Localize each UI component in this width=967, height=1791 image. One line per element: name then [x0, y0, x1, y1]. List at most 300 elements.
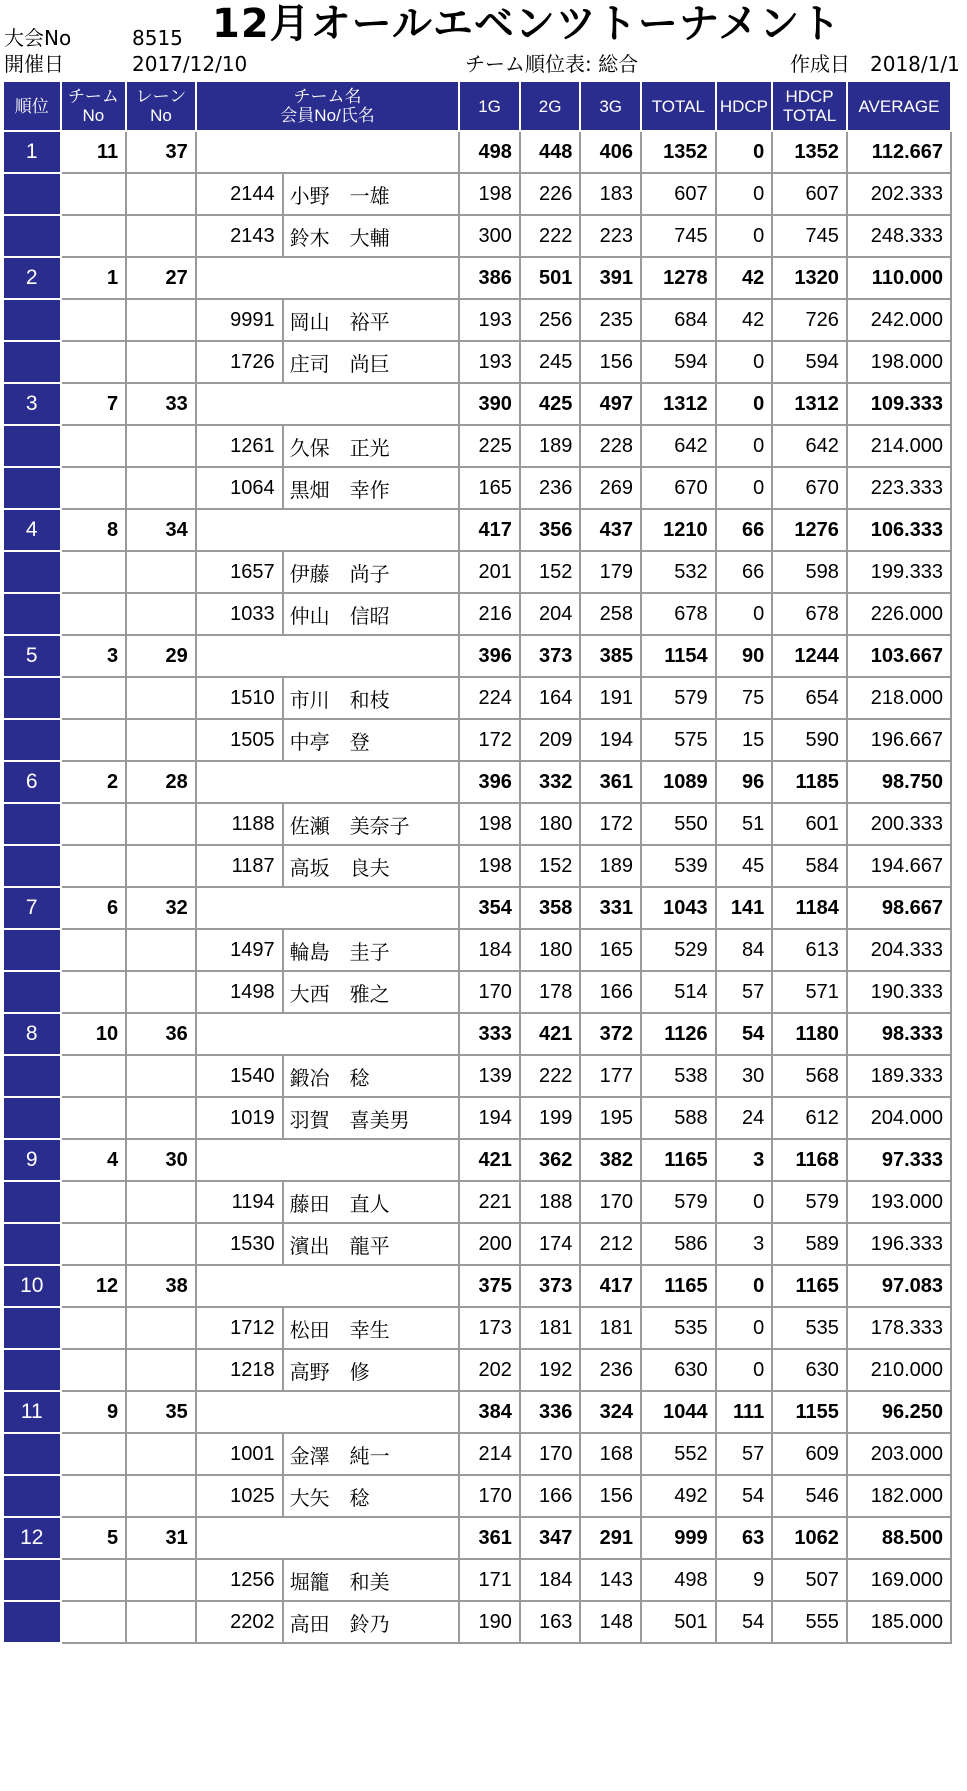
team-no-cell	[61, 929, 127, 971]
team-name-cell	[196, 131, 459, 173]
total-cell: 678	[641, 593, 716, 635]
hdcp-cell: 0	[716, 173, 773, 215]
hdcp-cell: 66	[716, 551, 773, 593]
col-game2: 2G	[520, 81, 581, 131]
game3-cell: 372	[580, 1013, 641, 1055]
game3-cell: 269	[580, 467, 641, 509]
member-name-cell: 小野 一雄	[283, 173, 460, 215]
team-row	[3, 1265, 951, 1307]
average-cell: 202.333	[847, 173, 951, 215]
team-no-cell	[61, 1433, 127, 1475]
game3-cell: 236	[580, 1349, 641, 1391]
hdcp-total-cell: 568	[772, 1055, 847, 1097]
total-cell: 670	[641, 467, 716, 509]
average-cell: 178.333	[847, 1307, 951, 1349]
hdcp-total-cell: 535	[772, 1307, 847, 1349]
member-name-cell: 高野 修	[283, 1349, 460, 1391]
team-no-cell	[61, 341, 127, 383]
game1-cell: 216	[459, 593, 520, 635]
member-no-cell: 1261	[196, 425, 283, 467]
rank-cell	[3, 341, 61, 383]
member-name-cell: 佐瀬 美奈子	[283, 803, 460, 845]
team-no-cell	[61, 1181, 127, 1223]
average-cell: 204.000	[847, 1097, 951, 1139]
rank-cell	[3, 425, 61, 467]
game3-cell: 324	[580, 1391, 641, 1433]
average-cell: 194.667	[847, 845, 951, 887]
member-name-cell: 輪島 圭子	[283, 929, 460, 971]
game1-cell: 198	[459, 803, 520, 845]
hdcp-cell: 0	[716, 1307, 773, 1349]
game2-cell: 188	[520, 1181, 581, 1223]
lane-no-cell	[126, 1601, 196, 1643]
hdcp-total-cell: 589	[772, 1223, 847, 1265]
lane-no-cell	[126, 1097, 196, 1139]
rank-cell	[3, 1559, 61, 1601]
team-no-cell: 8	[61, 509, 127, 551]
lane-no-cell	[126, 1349, 196, 1391]
member-row	[3, 1475, 951, 1517]
member-name-cell: 仲山 信昭	[283, 593, 460, 635]
col-average: AVERAGE	[847, 81, 951, 131]
game3-cell: 228	[580, 425, 641, 467]
average-cell: 185.000	[847, 1601, 951, 1643]
team-no-cell: 5	[61, 1517, 127, 1559]
member-row	[3, 1349, 951, 1391]
hdcp-total-cell: 670	[772, 467, 847, 509]
hdcp-cell: 42	[716, 299, 773, 341]
lane-no-cell	[126, 929, 196, 971]
game1-cell: 396	[459, 635, 520, 677]
game2-cell: 163	[520, 1601, 581, 1643]
member-no-cell: 2202	[196, 1601, 283, 1643]
hdcp-total-cell: 1244	[772, 635, 847, 677]
game1-cell: 375	[459, 1265, 520, 1307]
hdcp-total-cell: 1185	[772, 761, 847, 803]
game2-cell: 180	[520, 803, 581, 845]
rank-cell	[3, 1433, 61, 1475]
member-row	[3, 425, 951, 467]
game3-cell: 331	[580, 887, 641, 929]
hdcp-cell: 90	[716, 635, 773, 677]
average-cell: 169.000	[847, 1559, 951, 1601]
average-cell: 96.250	[847, 1391, 951, 1433]
member-name-cell: 黒畑 幸作	[283, 467, 460, 509]
hdcp-total-cell: 1276	[772, 509, 847, 551]
member-no-cell: 1256	[196, 1559, 283, 1601]
lane-no-cell: 34	[126, 509, 196, 551]
hdcp-cell: 42	[716, 257, 773, 299]
member-name-cell: 羽賀 喜美男	[283, 1097, 460, 1139]
member-no-cell: 1025	[196, 1475, 283, 1517]
col-team-no: チーム No	[61, 81, 127, 131]
total-cell: 535	[641, 1307, 716, 1349]
total-cell: 630	[641, 1349, 716, 1391]
rank-cell	[3, 1223, 61, 1265]
total-cell: 492	[641, 1475, 716, 1517]
team-row	[3, 887, 951, 929]
member-name-cell: 庄司 尚巨	[283, 341, 460, 383]
member-row	[3, 215, 951, 257]
game1-cell: 333	[459, 1013, 520, 1055]
game3-cell: 189	[580, 845, 641, 887]
lane-no-cell	[126, 1475, 196, 1517]
average-cell: 198.000	[847, 341, 951, 383]
member-row	[3, 845, 951, 887]
total-cell: 999	[641, 1517, 716, 1559]
hdcp-cell: 3	[716, 1139, 773, 1181]
game1-cell: 184	[459, 929, 520, 971]
hdcp-total-cell: 654	[772, 677, 847, 719]
game2-cell: 204	[520, 593, 581, 635]
team-row	[3, 257, 951, 299]
team-no-cell: 11	[61, 131, 127, 173]
hdcp-total-cell: 609	[772, 1433, 847, 1475]
event-date: 2017/12/10	[132, 52, 248, 76]
game3-cell: 223	[580, 215, 641, 257]
hdcp-cell: 3	[716, 1223, 773, 1265]
game3-cell: 235	[580, 299, 641, 341]
hdcp-cell: 0	[716, 425, 773, 467]
hdcp-total-cell: 678	[772, 593, 847, 635]
rank-cell	[3, 1601, 61, 1643]
lane-no-cell	[126, 551, 196, 593]
lane-no-cell	[126, 677, 196, 719]
hdcp-total-cell: 745	[772, 215, 847, 257]
hdcp-total-cell: 1062	[772, 1517, 847, 1559]
game2-cell: 222	[520, 1055, 581, 1097]
member-no-cell: 1001	[196, 1433, 283, 1475]
total-cell: 552	[641, 1433, 716, 1475]
team-no-cell	[61, 551, 127, 593]
game2-cell: 332	[520, 761, 581, 803]
game1-cell: 384	[459, 1391, 520, 1433]
game2-cell: 184	[520, 1559, 581, 1601]
total-cell: 607	[641, 173, 716, 215]
total-cell: 579	[641, 1181, 716, 1223]
game3-cell: 417	[580, 1265, 641, 1307]
lane-no-cell: 36	[126, 1013, 196, 1055]
average-cell: 199.333	[847, 551, 951, 593]
member-no-cell: 1064	[196, 467, 283, 509]
member-row	[3, 1601, 951, 1643]
hdcp-cell: 75	[716, 677, 773, 719]
team-no-cell	[61, 1349, 127, 1391]
hdcp-total-cell: 1155	[772, 1391, 847, 1433]
game3-cell: 437	[580, 509, 641, 551]
table-body	[3, 131, 951, 1643]
rank-cell: 12	[3, 1517, 61, 1559]
lane-no-cell	[126, 341, 196, 383]
member-no-cell: 1218	[196, 1349, 283, 1391]
team-name-cell	[196, 383, 459, 425]
total-cell: 1044	[641, 1391, 716, 1433]
member-no-cell: 1019	[196, 1097, 283, 1139]
hdcp-total-cell: 1320	[772, 257, 847, 299]
game3-cell: 166	[580, 971, 641, 1013]
lane-no-cell	[126, 845, 196, 887]
team-name-cell	[196, 761, 459, 803]
game1-cell: 198	[459, 173, 520, 215]
game2-cell: 256	[520, 299, 581, 341]
team-no-cell	[61, 425, 127, 467]
team-row	[3, 509, 951, 551]
col-total: TOTAL	[641, 81, 716, 131]
member-name-cell: 大矢 稔	[283, 1475, 460, 1517]
total-cell: 1165	[641, 1139, 716, 1181]
member-row	[3, 1559, 951, 1601]
lane-no-cell	[126, 593, 196, 635]
col-rank: 順位	[3, 81, 61, 131]
hdcp-cell: 0	[716, 467, 773, 509]
team-no-cell	[61, 1307, 127, 1349]
total-cell: 745	[641, 215, 716, 257]
member-row	[3, 1223, 951, 1265]
team-no-cell	[61, 299, 127, 341]
average-cell: 112.667	[847, 131, 951, 173]
hdcp-cell: 30	[716, 1055, 773, 1097]
table-header-row	[3, 81, 951, 131]
hdcp-cell: 63	[716, 1517, 773, 1559]
game2-cell: 425	[520, 383, 581, 425]
col-lane-no: レーン No	[126, 81, 196, 131]
team-row	[3, 131, 951, 173]
average-cell: 98.750	[847, 761, 951, 803]
rank-cell	[3, 719, 61, 761]
member-no-cell: 1726	[196, 341, 283, 383]
game3-cell: 168	[580, 1433, 641, 1475]
col-game1: 1G	[459, 81, 520, 131]
game1-cell: 354	[459, 887, 520, 929]
hdcp-cell: 15	[716, 719, 773, 761]
game3-cell: 361	[580, 761, 641, 803]
rank-cell	[3, 1097, 61, 1139]
hdcp-total-cell: 546	[772, 1475, 847, 1517]
rank-cell: 2	[3, 257, 61, 299]
lane-no-cell	[126, 299, 196, 341]
hdcp-total-cell: 1352	[772, 131, 847, 173]
total-cell: 501	[641, 1601, 716, 1643]
game2-cell: 236	[520, 467, 581, 509]
hdcp-total-cell: 1165	[772, 1265, 847, 1307]
team-no-cell: 2	[61, 761, 127, 803]
hdcp-total-cell: 1312	[772, 383, 847, 425]
col-hdcp: HDCP	[716, 81, 773, 131]
game3-cell: 143	[580, 1559, 641, 1601]
hdcp-cell: 54	[716, 1475, 773, 1517]
game2-cell: 152	[520, 551, 581, 593]
lane-no-cell: 37	[126, 131, 196, 173]
team-row	[3, 1013, 951, 1055]
game1-cell: 386	[459, 257, 520, 299]
rank-cell: 7	[3, 887, 61, 929]
average-cell: 226.000	[847, 593, 951, 635]
lane-no-cell: 28	[126, 761, 196, 803]
average-cell: 204.333	[847, 929, 951, 971]
hdcp-cell: 9	[716, 1559, 773, 1601]
team-no-cell: 12	[61, 1265, 127, 1307]
total-cell: 1210	[641, 509, 716, 551]
hdcp-cell: 57	[716, 1433, 773, 1475]
game2-cell: 181	[520, 1307, 581, 1349]
total-cell: 538	[641, 1055, 716, 1097]
lane-no-cell	[126, 1181, 196, 1223]
average-cell: 189.333	[847, 1055, 951, 1097]
total-cell: 1043	[641, 887, 716, 929]
game3-cell: 172	[580, 803, 641, 845]
hdcp-cell: 66	[716, 509, 773, 551]
rank-cell	[3, 1055, 61, 1097]
game1-cell: 300	[459, 215, 520, 257]
game3-cell: 391	[580, 257, 641, 299]
average-cell: 103.667	[847, 635, 951, 677]
team-row	[3, 635, 951, 677]
member-row	[3, 1433, 951, 1475]
lane-no-cell	[126, 803, 196, 845]
member-name-cell: 大西 雅之	[283, 971, 460, 1013]
team-row	[3, 761, 951, 803]
member-name-cell: 高田 鈴乃	[283, 1601, 460, 1643]
team-no-cell: 10	[61, 1013, 127, 1055]
hdcp-total-cell: 1168	[772, 1139, 847, 1181]
hdcp-total-cell: 612	[772, 1097, 847, 1139]
team-no-cell	[61, 467, 127, 509]
hdcp-cell: 24	[716, 1097, 773, 1139]
hdcp-total-cell: 590	[772, 719, 847, 761]
member-name-cell: 松田 幸生	[283, 1307, 460, 1349]
average-cell: 110.000	[847, 257, 951, 299]
team-no-cell	[61, 803, 127, 845]
total-cell: 1312	[641, 383, 716, 425]
hdcp-cell: 0	[716, 1181, 773, 1223]
average-cell: 98.333	[847, 1013, 951, 1055]
game2-cell: 501	[520, 257, 581, 299]
game2-cell: 178	[520, 971, 581, 1013]
rank-cell	[3, 551, 61, 593]
lane-no-cell	[126, 215, 196, 257]
lane-no-cell	[126, 719, 196, 761]
member-name-cell: 堀籠 和美	[283, 1559, 460, 1601]
team-no-cell: 1	[61, 257, 127, 299]
member-name-cell: 鍛冶 稔	[283, 1055, 460, 1097]
game2-cell: 448	[520, 131, 581, 173]
hdcp-cell: 54	[716, 1013, 773, 1055]
hdcp-total-cell: 1180	[772, 1013, 847, 1055]
member-no-cell: 1188	[196, 803, 283, 845]
team-name-cell	[196, 1517, 459, 1559]
team-no-cell	[61, 1475, 127, 1517]
rank-cell	[3, 1307, 61, 1349]
member-name-cell: 金澤 純一	[283, 1433, 460, 1475]
team-no-cell: 3	[61, 635, 127, 677]
team-name-cell	[196, 257, 459, 299]
member-row	[3, 173, 951, 215]
average-cell: 196.333	[847, 1223, 951, 1265]
member-name-cell: 高坂 良夫	[283, 845, 460, 887]
hdcp-total-cell: 594	[772, 341, 847, 383]
game2-cell: 164	[520, 677, 581, 719]
ranking-label: チーム順位表: 総合	[465, 52, 639, 76]
team-no-cell	[61, 593, 127, 635]
member-row	[3, 299, 951, 341]
member-row	[3, 719, 951, 761]
game2-cell: 336	[520, 1391, 581, 1433]
member-no-cell: 1712	[196, 1307, 283, 1349]
lane-no-cell: 29	[126, 635, 196, 677]
game2-cell: 209	[520, 719, 581, 761]
total-cell: 1165	[641, 1265, 716, 1307]
team-no-cell: 4	[61, 1139, 127, 1181]
team-row	[3, 1139, 951, 1181]
rank-cell	[3, 803, 61, 845]
lane-no-cell: 31	[126, 1517, 196, 1559]
game3-cell: 170	[580, 1181, 641, 1223]
game1-cell: 171	[459, 1559, 520, 1601]
hdcp-total-cell: 584	[772, 845, 847, 887]
rank-cell	[3, 677, 61, 719]
lane-no-cell	[126, 467, 196, 509]
hdcp-cell: 141	[716, 887, 773, 929]
game1-cell: 193	[459, 341, 520, 383]
member-name-cell: 藤田 直人	[283, 1181, 460, 1223]
team-no-cell	[61, 845, 127, 887]
game2-cell: 373	[520, 1265, 581, 1307]
rank-cell	[3, 593, 61, 635]
hdcp-cell: 45	[716, 845, 773, 887]
total-cell: 642	[641, 425, 716, 467]
game2-cell: 358	[520, 887, 581, 929]
game3-cell: 156	[580, 341, 641, 383]
total-cell: 588	[641, 1097, 716, 1139]
hdcp-cell: 96	[716, 761, 773, 803]
member-row	[3, 803, 951, 845]
member-no-cell: 1505	[196, 719, 283, 761]
hdcp-cell: 0	[716, 1349, 773, 1391]
game2-cell: 189	[520, 425, 581, 467]
game2-cell: 226	[520, 173, 581, 215]
total-cell: 1352	[641, 131, 716, 173]
lane-no-cell: 32	[126, 887, 196, 929]
game2-cell: 347	[520, 1517, 581, 1559]
member-name-cell: 鈴木 大輔	[283, 215, 460, 257]
col-team-name: チーム名 会員No/氏名	[196, 81, 459, 131]
member-name-cell: 市川 和枝	[283, 677, 460, 719]
average-cell: 182.000	[847, 1475, 951, 1517]
game1-cell: 417	[459, 509, 520, 551]
team-no-cell	[61, 1601, 127, 1643]
average-cell: 190.333	[847, 971, 951, 1013]
member-row	[3, 971, 951, 1013]
total-cell: 594	[641, 341, 716, 383]
average-cell: 97.083	[847, 1265, 951, 1307]
team-no-cell	[61, 1055, 127, 1097]
game3-cell: 406	[580, 131, 641, 173]
team-row	[3, 1391, 951, 1433]
hdcp-total-cell: 726	[772, 299, 847, 341]
game1-cell: 201	[459, 551, 520, 593]
game2-cell: 222	[520, 215, 581, 257]
game1-cell: 361	[459, 1517, 520, 1559]
member-row	[3, 593, 951, 635]
average-cell: 218.000	[847, 677, 951, 719]
rank-cell: 5	[3, 635, 61, 677]
lane-no-cell	[126, 971, 196, 1013]
game3-cell: 179	[580, 551, 641, 593]
game2-cell: 199	[520, 1097, 581, 1139]
game2-cell: 180	[520, 929, 581, 971]
rank-cell: 9	[3, 1139, 61, 1181]
team-name-cell	[196, 1139, 459, 1181]
